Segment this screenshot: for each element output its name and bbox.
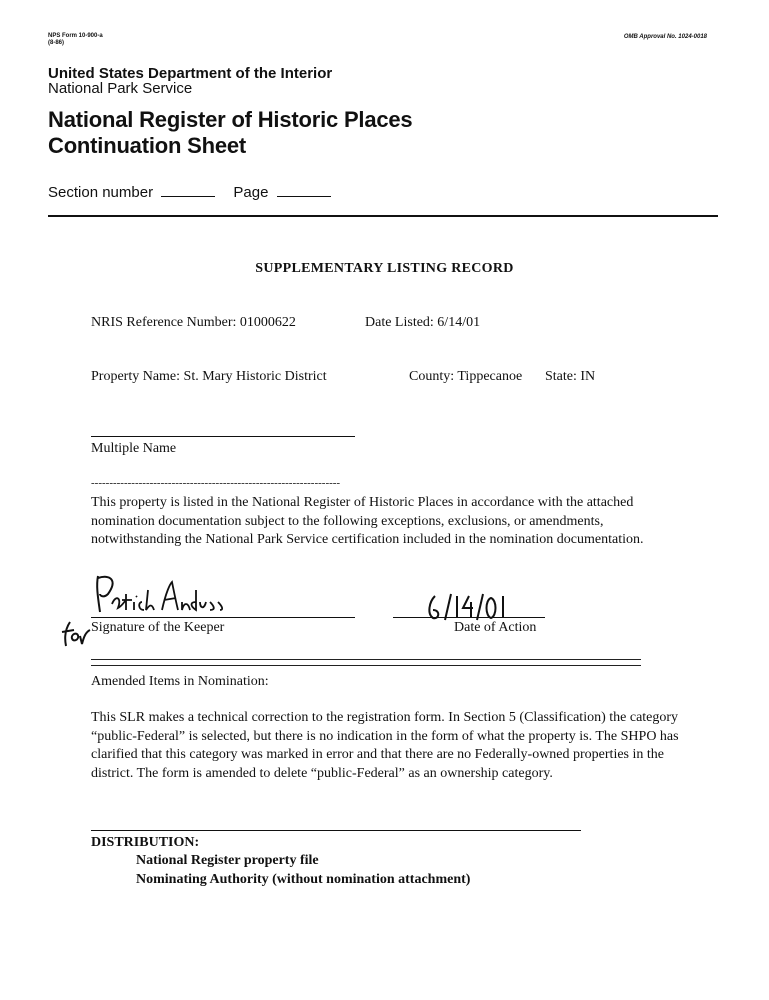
record-heading: SUPPLEMENTARY LISTING RECORD (255, 261, 514, 276)
agency-name: National Park Service (48, 80, 193, 97)
for-initials-mark (60, 618, 92, 648)
double-rule-separator (91, 659, 641, 666)
section-number-blank (161, 195, 215, 197)
date-rule (393, 617, 545, 618)
keeper-label: Signature of the Keeper (91, 620, 225, 635)
form-number: NPS Form 10-900-a (8-86) (48, 33, 103, 46)
amended-items-heading: Amended Items in Nomination: (91, 674, 269, 689)
page-number-blank (277, 195, 331, 197)
header-divider (48, 215, 718, 217)
omb-approval: OMB Approval No. 1024-0018 (623, 34, 707, 40)
amendment-text: This SLR makes a technical correction to the registration form. In Section 5 (Classification) the category “public-Federal” is selected, but there is no indication in the form of what the property is. The SHPO has clarified that this category was marked in error and that there are no Federally-owned properties in the district. The form is amended to delete “public-Federal” as an ownership category. (91, 710, 679, 781)
nris-reference: NRIS Reference Number: 01000622 (91, 315, 296, 330)
distribution-item: Nominating Authority (without nomination attachment) (136, 872, 471, 887)
dash-separator: -------------------------------------------------------------------- (91, 477, 341, 489)
property-name: Property Name: St. Mary Historic District (91, 369, 327, 384)
multiple-name-rule (91, 436, 355, 437)
distribution-item: National Register property file (136, 853, 319, 868)
page-title: National Register of Historic Places (48, 107, 413, 132)
multiple-name-label: Multiple Name (91, 441, 177, 456)
distribution-heading: DISTRIBUTION: (91, 835, 200, 850)
county: County: Tippecanoe (409, 369, 523, 384)
signature-rule (91, 617, 355, 618)
date-listed: Date Listed: 6/14/01 (365, 315, 481, 330)
distribution-rule (91, 830, 581, 831)
state: State: IN (545, 369, 596, 384)
department-name: United States Department of the Interior (48, 65, 333, 82)
section-number-label: Section number (48, 184, 154, 201)
page-label: Page (233, 184, 269, 201)
section-page-line (48, 184, 331, 201)
keeper-signature (92, 572, 242, 620)
page-subtitle: Continuation Sheet (48, 133, 247, 158)
date-of-action-label: Date of Action (454, 620, 537, 635)
listing-statement: This property is listed in the National Register of Historic Places in accordance with the attached nomination documentation subject to the following exceptions, exclusions, or amendments, notwithstanding the National Park Service certification included in the nomination documentation. (91, 495, 644, 547)
